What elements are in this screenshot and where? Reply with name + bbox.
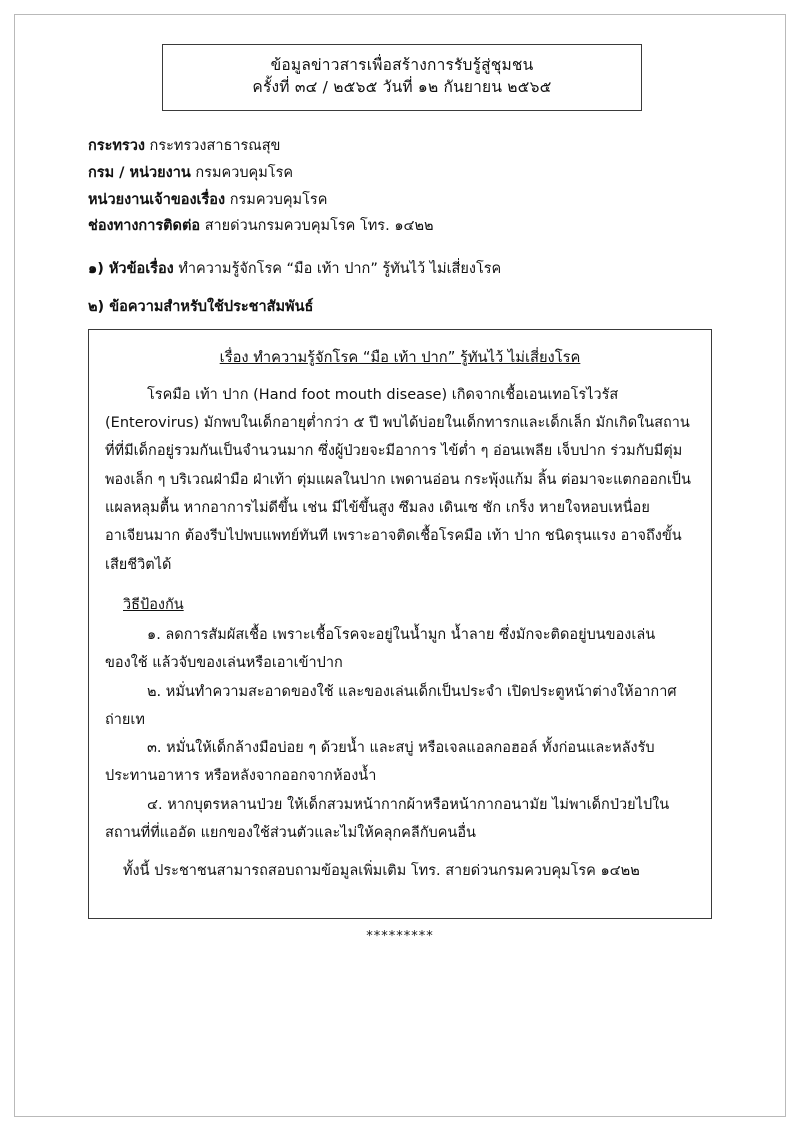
meta-label-contact: ช่องทางการติดต่อ [88, 218, 201, 235]
body-paragraph-1: โรคมือ เท้า ปาก (Hand foot mouth disease) เกิดจากเชื้อเอนเทอโรไวรัส (Enterovirus) มักพบในเด็กอายุต่ำกว่า ๕ ปี พบได้บ่อยในเด็กทารกและเด็กเล็ก มักเกิดในสถานที่ที่มีเด็กอยู่รวมกันเป็นจำนวนมาก ซึ่งผู้ป่วยจะมีอาการ ไข้ต่ำ ๆ อ่อนเพลีย เจ็บปาก ร่วมกับมีตุ่มพองเล็ก ๆ บริเวณฝ่ามือ ฝ่าเท้า ตุ่มแผลในปาก เพดานอ่อน กระพุ้งแก้ม ลิ้น ต่อมาจะแตกออกเป็นแผลหลุมตื้น หากอาการไม่ดีขึ้น เช่น มีไข้ขึ้นสูง ซึมลง เดินเซ ชัก เกร็ง หายใจหอบเหนื่อย อาเจียนมาก ต้องรีบไปพบแพทย์ทันที เพราะอาจติดเชื้อโรคมือ เท้า ปาก ชนิดรุนแรง อาจถึงขั้นเสียชีวิตได้ [105, 386, 691, 573]
header-title-box [162, 44, 642, 111]
meta-value-contact: สายด่วนกรมควบคุมโรค โทร. ๑๔๒๒ [204, 218, 434, 235]
metadata-block [88, 133, 712, 240]
meta-label-department: กรม / หน่วยงาน [88, 164, 191, 181]
meta-row-owner [88, 187, 712, 214]
section-topic-label: ๑) หัวข้อเรื่อง [88, 261, 174, 278]
list-item: ๓. หมั่นให้เด็กล้างมือบ่อย ๆ ด้วยน้ำ และสบู่ หรือเจลแอลกอฮอล์ ทั้งก่อนและหลังรับประทานอาหาร หรือหลังจากออกจากห้องน้ำ [105, 740, 655, 785]
meta-row-contact [88, 213, 712, 240]
section-topic [88, 256, 712, 284]
meta-value-department: กรมควบคุมโรค [195, 164, 294, 181]
list-item: ๑. ลดการสัมผัสเชื้อ เพราะเชื้อโรคจะอยู่ในน้ำมูก น้ำลาย ซึ่งมักจะติดอยู่บนของเล่น ของใช้ แล้วจับของเล่นหรือเอาเข้าปาก [105, 627, 656, 672]
header-line-2: ครั้งที่ ๓๔ / ๒๕๖๕ วันที่ ๑๒ กันยายน ๒๕๖๕ [252, 78, 552, 97]
document-content [88, 44, 712, 944]
meta-row-ministry [88, 133, 712, 160]
asterisk-separator: ********* [366, 928, 434, 944]
section-message-label: ๒) ข้อความสำหรับใช้ประชาสัมพันธ์ [88, 298, 314, 315]
body-subheading-prevention: วิธีป้องกัน [123, 596, 184, 613]
body-title: เรื่อง ทำความรู้จักโรค “มือ เท้า ปาก” รู้ทันไว้ ไม่เสี่ยงโรค [219, 349, 581, 367]
list-item: ๒. หมั่นทำความสะอาดของใช้ และของเล่นเด็กเป็นประจำ เปิดประตูหน้าต่างให้อากาศถ่ายเท [105, 683, 677, 728]
meta-row-department [88, 160, 712, 187]
header-line-1: ข้อมูลข่าวสารเพื่อสร้างการรับรู้สู่ชุมชน [270, 56, 534, 74]
list-item: ๔. หากบุตรหลานป่วย ให้เด็กสวมหน้ากากผ้าหรือหน้ากากอนามัย ไม่พาเด็กป่วยไปในสถานที่ที่แออัด แยกของใช้ส่วนตัวและไม่ให้คลุกคลีกับคนอื่น [105, 796, 670, 841]
message-body-box [88, 329, 712, 919]
section-topic-value: ทำความรู้จักโรค “มือ เท้า ปาก” รู้ทันไว้ ไม่เสี่ยงโรค [178, 261, 502, 278]
meta-value-owner: กรมควบคุมโรค [229, 191, 328, 208]
meta-label-ministry: กระทรวง [88, 137, 145, 154]
meta-value-ministry: กระทรวงสาธารณสุข [149, 137, 281, 154]
body-closing: ทั้งนี้ ประชาชนสามารถสอบถามข้อมูลเพิ่มเติม โทร. สายด่วนกรมควบคุมโรค ๑๔๒๒ [123, 863, 640, 880]
meta-label-owner: หน่วยงานเจ้าของเรื่อง [88, 191, 226, 208]
